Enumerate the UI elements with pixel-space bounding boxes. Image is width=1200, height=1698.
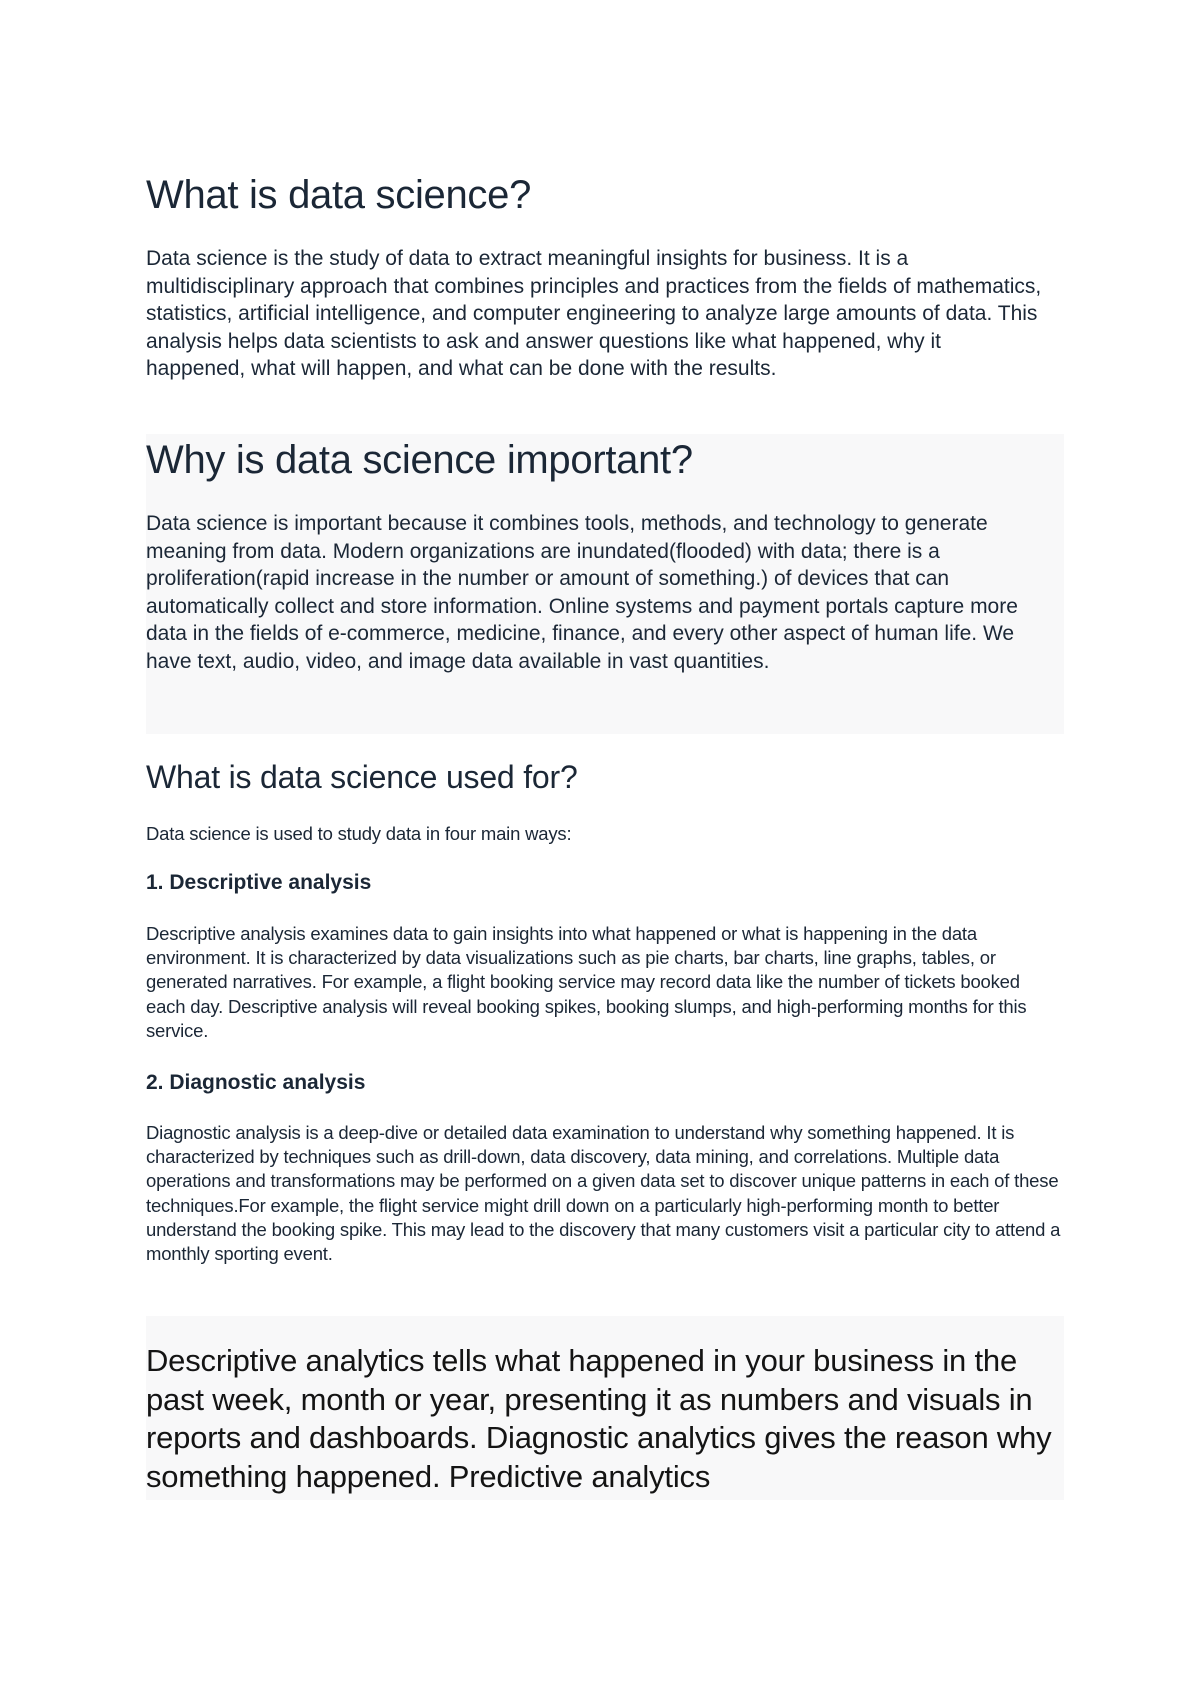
used-for-intro: Data science is used to study data in four main ways: [146, 823, 572, 844]
diagnostic-analysis-title: 2. Diagnostic analysis [146, 1071, 366, 1094]
summary-paragraph: Descriptive analytics tells what happened in your business in the past week, month or year, presenting it as numbers and visuals in reports and dashboards. Diagnostic analytics gives the reason why something happened. Predictive analytics [146, 1343, 1052, 1494]
why-important-heading: Why is data science important? [146, 438, 693, 482]
what-is-paragraph: Data science is the study of data to extract meaningful insights for business. It is a multidisciplinary approach that combines principles and practices from the fields of mathematics, statistics, artificial intelligence, and computer engineering to analyze large amounts of data. This analysis helps data scientists to ask and answer questions like what happened, why it happened, what will happen, and what can be done with the results. [146, 247, 1042, 381]
what-is-heading: What is data science? [146, 173, 532, 217]
diagnostic-analysis-text: Diagnostic analysis is a deep-dive or detailed data examination to understand why something happened. It is characterized by techniques such as drill-down, data discovery, data mining, and correlations. Multiple data operations and transformations may be performed on a given data set to discover unique patterns in each of these techniques.For example, the flight service might drill down on a particularly high-performing month to better understand the booking spike. This may lead to the discovery that many customers visit a particular city to attend a monthly sporting event. [146, 1122, 1061, 1265]
why-important-paragraph: Data science is important because it combines tools, methods, and technology to generate meaning from data. Modern organizations are inundated(flooded) with data; there is a proliferation(rapid increase in the number or amount of something.) of devices that can automatically collect and store information. Online systems and payment portals capture more data in the fields of e-commerce, medicine, finance, and every other aspect of human life. We have text, audio, video, and image data available in vast quantities. [146, 512, 1018, 673]
descriptive-analysis-text: Descriptive analysis examines data to gain insights into what happened or what is happening in the data environment. It is characterized by data visualizations such as pie charts, bar charts, line graphs, tables, or generated narratives. For example, a flight booking service may record data like the number of tickets booked each day. Descriptive analysis will reveal booking spikes, booking slumps, and high-performing months for this service. [146, 923, 1027, 1041]
used-for-heading: What is data science used for? [146, 759, 578, 795]
descriptive-analysis-title: 1. Descriptive analysis [146, 871, 372, 894]
